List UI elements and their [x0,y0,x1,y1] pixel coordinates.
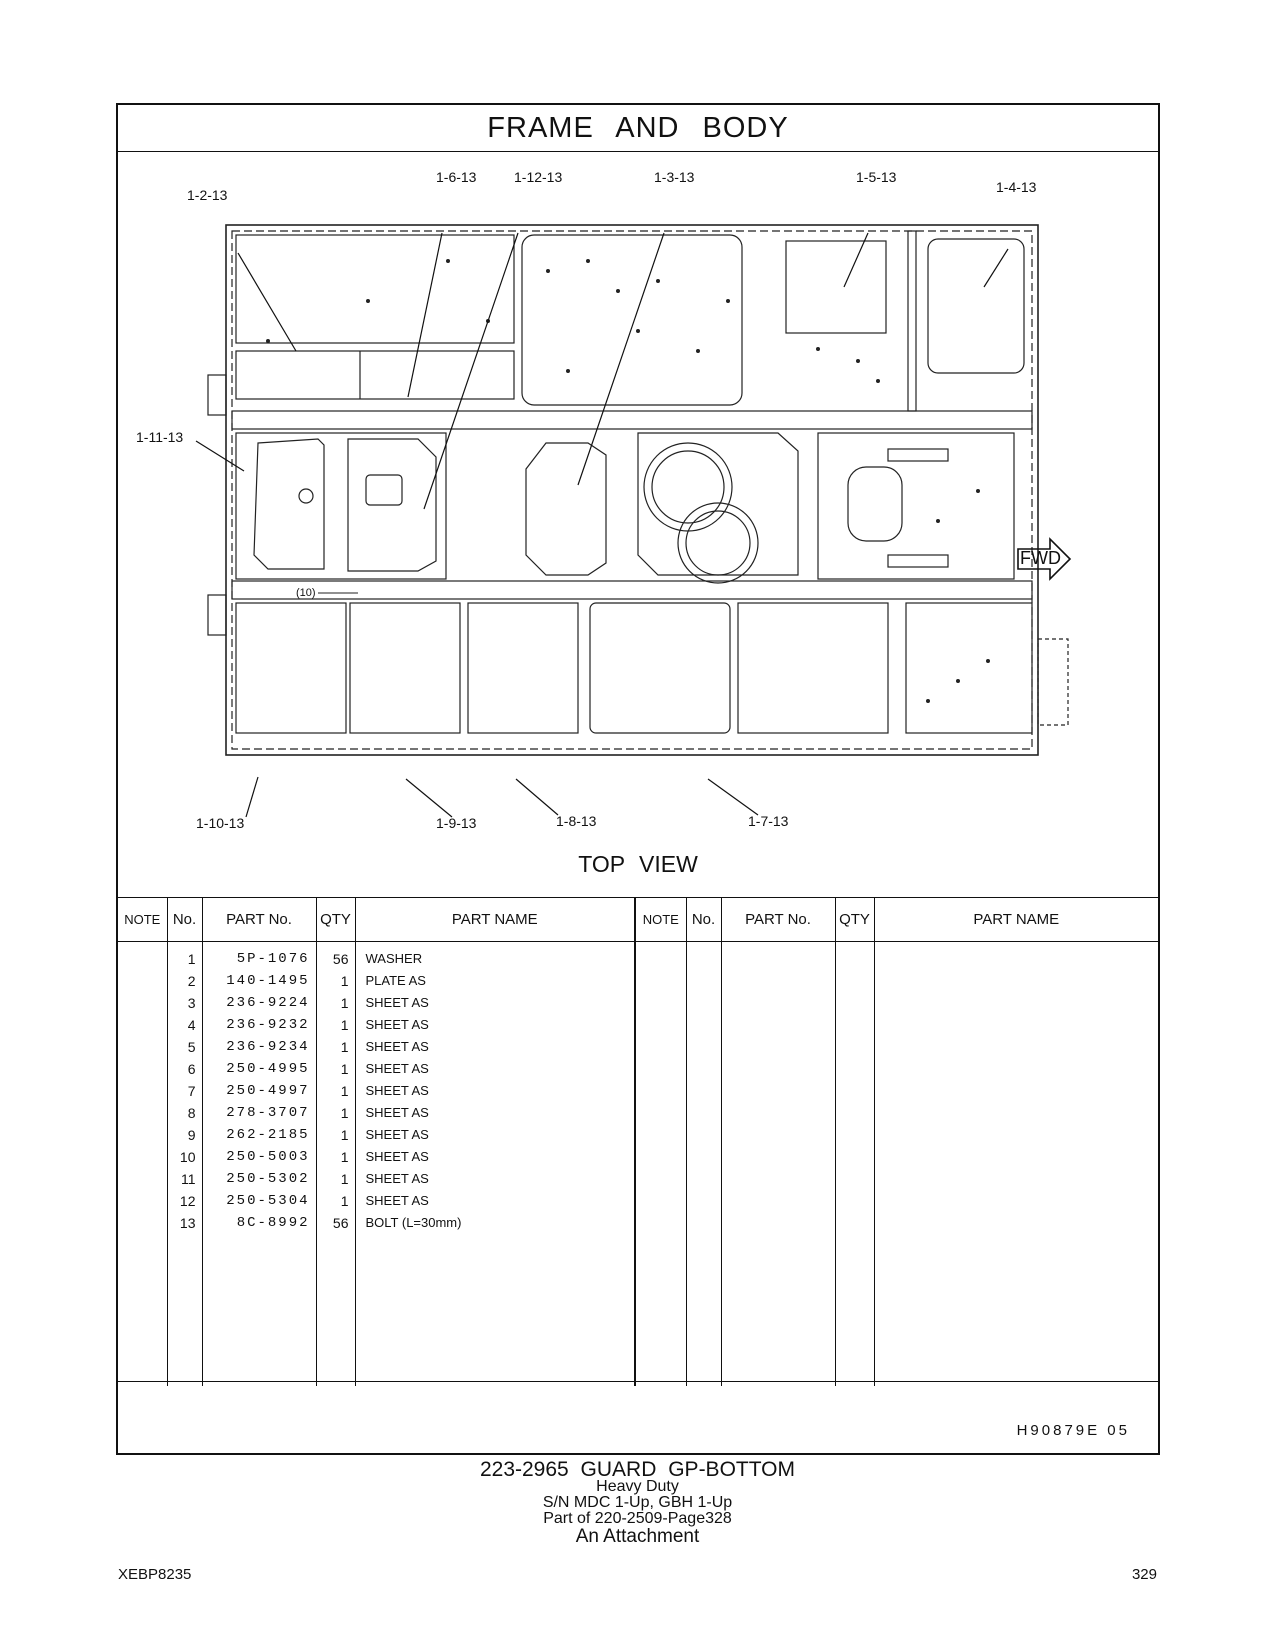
row-no: 12 [179,1193,196,1209]
row-part-no: 250-5003 [226,1149,310,1165]
row-no: 5 [187,1039,196,1055]
header-part-name-right: PART NAME [874,897,1158,942]
row-no: 6 [187,1061,196,1077]
page-number: 329 [1131,1566,1157,1583]
header-part-no-right: PART No. [721,897,835,942]
row-part-name: SHEET AS [365,1105,429,1120]
callout-1-12-13: 1-12-13 [514,169,563,185]
header-qty-right: QTY [835,897,874,942]
callout-1-8-13: 1-8-13 [556,813,597,829]
row-part-name: SHEET AS [365,1017,429,1032]
attachment-note: An Attachment [575,1526,700,1547]
row-qty: 1 [340,1149,349,1165]
callout-1-10-13: 1-10-13 [196,815,245,831]
row-part-no: 262-2185 [226,1127,310,1143]
parts-list-table [118,897,1158,1386]
fwd-label: FWD [1020,548,1061,568]
header-part-no: PART No. [202,897,316,942]
row-qty: 1 [340,1193,349,1209]
view-label: TOP VIEW [578,851,698,877]
row-part-name: SHEET AS [365,1083,429,1098]
table-header-row [118,897,1158,942]
parent-reference: Part of 220-2509-Page328 [543,1510,732,1527]
callout-1-7-13: 1-7-13 [748,813,789,829]
dimension-label: (10) [296,587,316,599]
page-title: FRAME AND BODY [118,105,1158,152]
row-no: 1 [187,951,196,967]
row-part-name: SHEET AS [365,1061,429,1076]
callout-1-5-13: 1-5-13 [856,169,897,185]
row-part-no: 236-9234 [226,1039,310,1055]
row-part-name: WASHER [365,951,423,966]
row-part-no: 250-5302 [226,1171,310,1187]
group-title: 223-2965 GUARD GP-BOTTOM [479,1458,796,1481]
row-part-no: 236-9224 [226,995,310,1011]
frame-top-view-drawing [118,151,1158,898]
row-part-name: SHEET AS [365,1171,429,1186]
row-qty: 1 [340,973,349,989]
row-qty: 56 [332,1215,349,1231]
row-qty: 1 [340,995,349,1011]
row-qty: 1 [340,1061,349,1077]
header-no: No. [167,897,202,942]
part-no-column-right [721,942,835,1387]
illustration-code-bar [118,1381,1158,1456]
row-qty: 1 [340,1105,349,1121]
row-qty: 1 [340,1127,349,1143]
note-column [118,942,167,1387]
callout-1-2-13: 1-2-13 [187,187,228,203]
row-qty: 1 [340,1171,349,1187]
parts-page-frame [116,103,1160,1455]
callout-1-3-13: 1-3-13 [654,169,695,185]
qty-column [316,942,355,1387]
part-no-column [202,942,316,1387]
machine-frame-illustration [118,151,1158,897]
header-no-right: No. [686,897,721,942]
group-subtitle: Heavy Duty [596,1478,679,1495]
row-part-name: BOLT (L=30mm) [365,1215,462,1230]
header-note: NOTE [118,897,167,942]
row-no: 11 [180,1171,196,1187]
header-note-right: NOTE [635,897,686,942]
row-qty: 1 [340,1017,349,1033]
serial-number-range: S/N MDC 1-Up, GBH 1-Up [542,1494,733,1511]
row-qty: 56 [332,951,349,967]
row-no: 10 [179,1149,196,1165]
row-part-no: 5P-1076 [236,951,310,967]
row-qty: 1 [340,1083,349,1099]
illustration-code: H90879E 05 [1016,1422,1130,1439]
row-part-no: 250-4995 [226,1061,310,1077]
row-no: 7 [187,1083,196,1099]
row-qty: 1 [340,1039,349,1055]
row-part-no: 278-3707 [226,1105,310,1121]
row-no: 4 [187,1017,196,1033]
callout-1-6-13: 1-6-13 [436,169,477,185]
row-part-no: 140-1495 [226,973,310,989]
callout-1-9-13: 1-9-13 [436,815,477,831]
row-no: 9 [187,1127,196,1143]
header-part-name: PART NAME [355,897,635,942]
row-part-name: PLATE AS [365,973,426,988]
no-column [167,942,202,1387]
row-no: 13 [179,1215,196,1231]
row-part-name: SHEET AS [365,1149,429,1164]
header-qty: QTY [316,897,355,942]
part-name-column [355,942,635,1387]
qty-column-right [835,942,874,1387]
row-part-name: SHEET AS [365,995,429,1010]
row-part-no: 250-4997 [226,1083,310,1099]
row-part-no: 250-5304 [226,1193,310,1209]
row-no: 8 [187,1105,196,1121]
part-name-column-right [874,942,1158,1387]
document-id: XEBP8235 [118,1566,192,1583]
callout-1-4-13: 1-4-13 [996,179,1037,195]
row-no: 3 [187,995,196,1011]
row-part-name: SHEET AS [365,1127,429,1142]
note-column-right [635,942,686,1387]
no-column-right [686,942,721,1387]
row-part-no: 8C-8992 [236,1215,310,1231]
row-part-name: SHEET AS [365,1193,429,1208]
row-part-name: SHEET AS [365,1039,429,1054]
row-part-no: 236-9232 [226,1017,310,1033]
callout-1-11-13: 1-11-13 [136,429,184,445]
row-no: 2 [187,973,196,989]
